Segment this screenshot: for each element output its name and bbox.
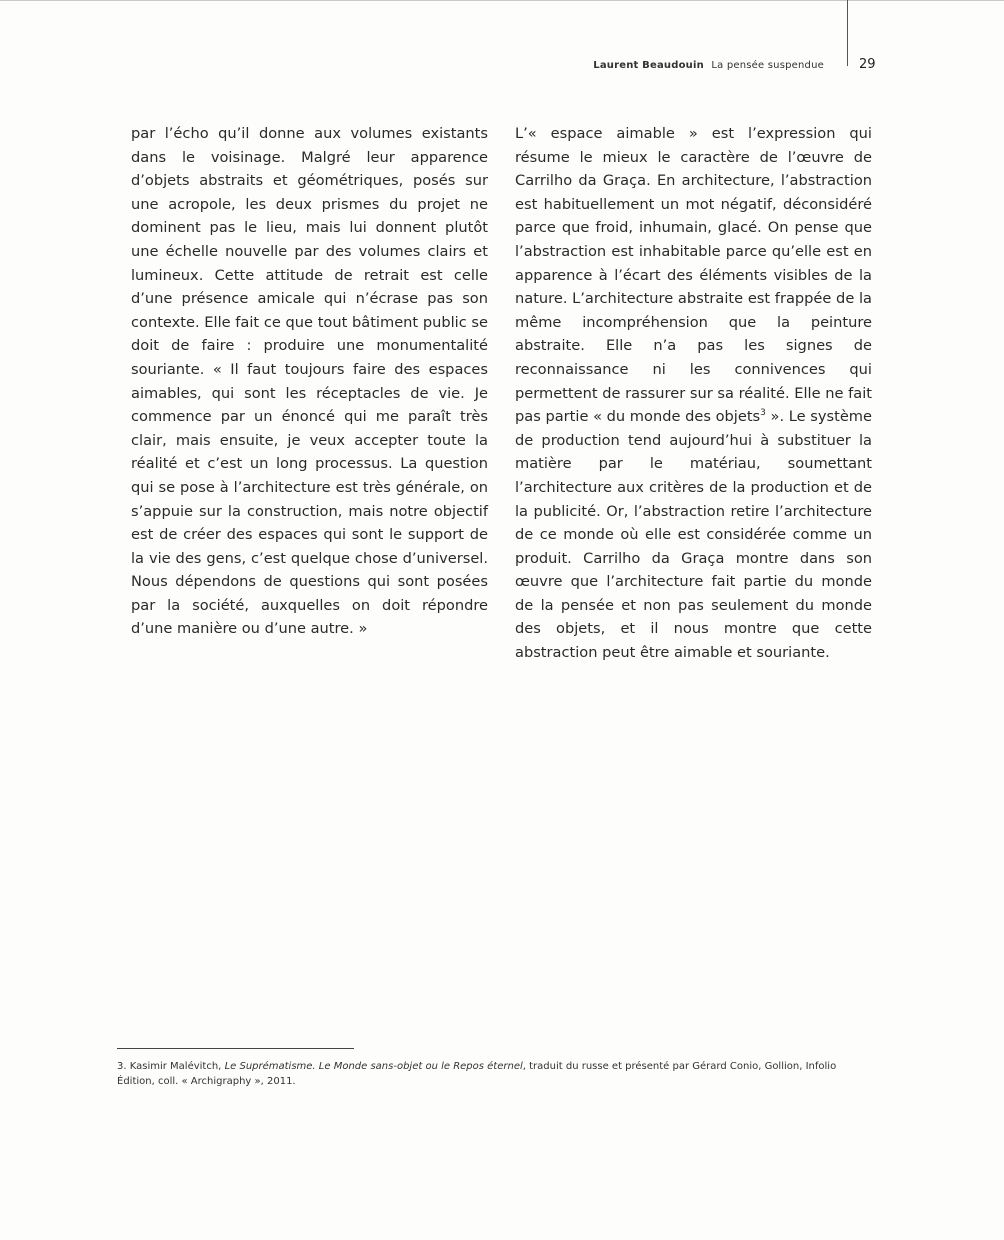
paragraph-right <box>515 122 872 665</box>
footnote-title: Le Suprématisme. Le Monde sans-objet ou le Repos éternel <box>224 1061 523 1072</box>
running-head <box>593 60 824 71</box>
footnote <box>117 1059 875 1089</box>
header-vertical-rule <box>847 0 848 66</box>
paragraph-left: par l’écho qu’il donne aux volumes existants dans le voisinage. Malgré leur apparence d’objets abstraits et géométriques, posés sur une acropole, les deux prismes du projet ne dominent pas le lieu, mais lui donnent plutôt une échelle nouvelle par des volumes clairs et lumineux. Cette attitude de retrait est celle d’une présence amicale qui n’écrase pas son contexte. Elle fait ce que tout bâtiment public se doit de faire : produire une monumentalité souriante. « Il faut toujours faire des espaces aimables, qui sont les réceptacles de vie. Je commence par un énoncé qui me paraît très clair, mais ensuite, je veux accepter toute la réalité et c’est un long processus. La question qui se pose à l’architecture est très générale, on s’appuie sur la construction, mais notre objectif est de créer des espaces qui sont le support de la vie des gens, c’est quelque chose d’universel. Nous dépendons de questions qui sont posées par la société, auxquelles on doit répondre d’une manière ou d’une autre. » <box>131 125 488 638</box>
page-number: 29 <box>859 57 876 72</box>
top-rule <box>0 0 1004 1</box>
footnote-separator <box>117 1048 354 1049</box>
running-head-author: Laurent Beaudouin <box>593 60 704 71</box>
body-column-left <box>131 122 488 641</box>
paragraph-right-part-1: L’« espace aimable » est l’expression qui résume le mieux le caractère de l’œuvre de Carrilho da Graça. En architecture, l’abstraction est habituellement un mot négatif, déconsidéré parce que froid, inhumain, glacé. On pense que l’abstraction est inhabitable parce qu’elle est en apparence à l’écart des éléments visibles de la nature. L’architecture abstraite est frappée de la même incompréhension que la peinture abstraite. Elle n’a pas les signes de reconnaissance ni les connivences qui permettent de rassurer sur sa réalité. Elle ne fait pas partie « du monde des objets <box>515 125 872 426</box>
body-column-right <box>515 122 872 665</box>
footnote-publication: , traduit du russe et présenté par Gérard Conio, Gollion, Infolio Édition, coll. « Archigraphy », 2011. <box>117 1061 837 1087</box>
running-head-title: La pensée suspendue <box>711 60 824 71</box>
footnote-number: 3. <box>117 1061 127 1072</box>
footnote-author: Kasimir Malévitch, <box>129 1061 222 1072</box>
footnote-reference[interactable]: 3 <box>760 408 766 419</box>
paragraph-right-part-2: ». Le système de production tend aujourd’hui à substituer la matière par le matériau, soumettant l’architecture aux critères de la production et de la publicité. Or, l’abstraction retire l’architecture de ce monde où elle est considérée comme un produit. Carrilho da Graça montre dans son œuvre que l’architecture fait partie du monde de la pensée et non pas seulement du monde des objets, et il nous montre que cette abstraction peut être aimable et souriante. <box>515 408 872 662</box>
